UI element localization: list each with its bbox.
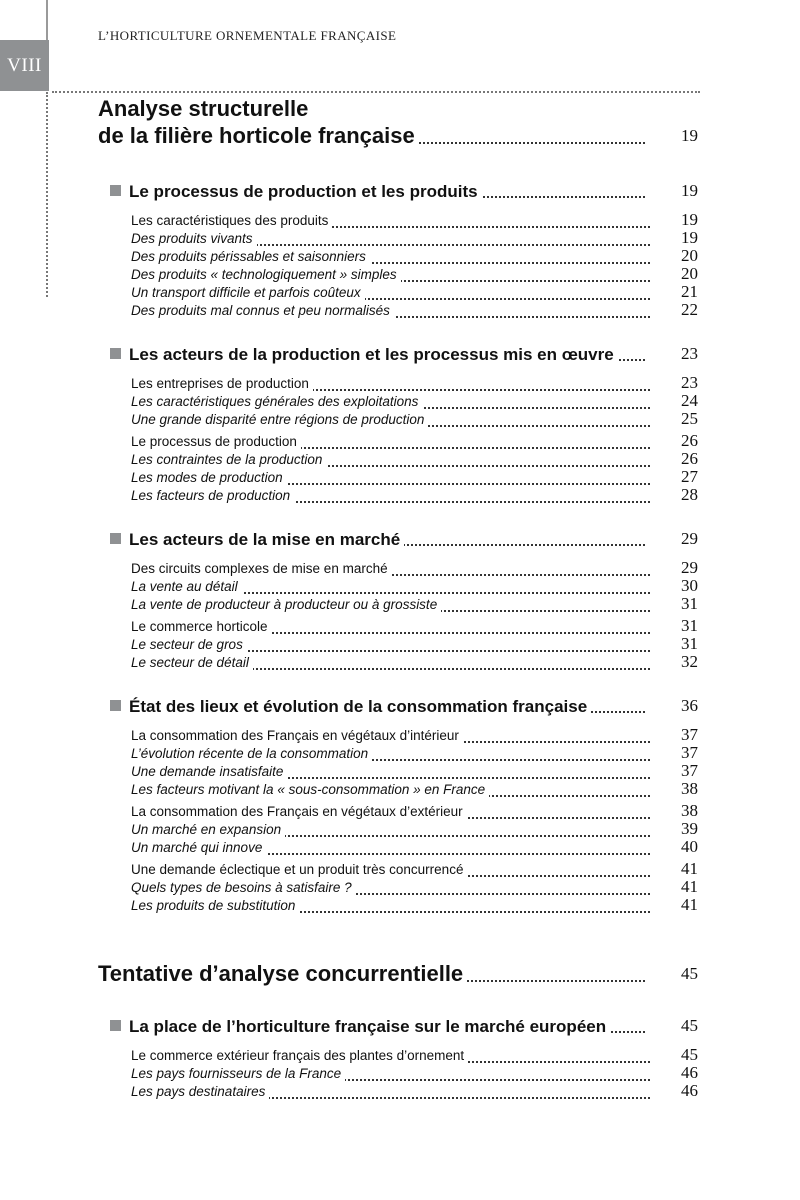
toc-entry[interactable] bbox=[0, 392, 800, 412]
square-bullet-icon bbox=[110, 1020, 121, 1031]
entry-label: Le processus de production bbox=[131, 434, 301, 449]
toc-entry[interactable] bbox=[0, 247, 800, 267]
toc-entry[interactable] bbox=[0, 1064, 800, 1084]
page-ref: 28 bbox=[681, 485, 698, 504]
page-ref: 45 bbox=[681, 964, 698, 983]
page-ref: 31 bbox=[681, 594, 698, 613]
page-ref: 41 bbox=[681, 877, 698, 896]
entry-label: Une demande insatisfaite bbox=[131, 764, 287, 779]
page-ref: 22 bbox=[681, 300, 698, 319]
part-title-line1: Analyse structurelle bbox=[98, 96, 309, 121]
page-ref: 39 bbox=[681, 819, 698, 838]
page-ref: 29 bbox=[681, 529, 698, 548]
page-ref: 46 bbox=[681, 1063, 698, 1082]
page-ref: 19 bbox=[681, 126, 698, 145]
page-ref: 21 bbox=[681, 282, 698, 301]
entry-label: L’évolution récente de la consommation bbox=[131, 746, 372, 761]
page-ref: 19 bbox=[681, 228, 698, 247]
toc-entry[interactable] bbox=[0, 762, 800, 782]
page-ref: 27 bbox=[681, 467, 698, 486]
entry-label: Un marché qui innove bbox=[131, 840, 266, 855]
entry-label: Des produits périssables et saisonniers bbox=[131, 249, 370, 264]
part-title-line2: de la filière horticole française bbox=[98, 123, 419, 149]
page-ref: 37 bbox=[681, 761, 698, 780]
page-number: VIII bbox=[7, 54, 42, 76]
page-ref: 25 bbox=[681, 409, 698, 428]
toc-section[interactable] bbox=[0, 182, 800, 202]
page-ref: 29 bbox=[681, 558, 698, 577]
toc-section[interactable] bbox=[0, 1017, 800, 1037]
entry-label: Le secteur de détail bbox=[131, 655, 253, 670]
toc-entry[interactable] bbox=[0, 802, 800, 822]
entry-label: Le secteur de gros bbox=[131, 637, 247, 652]
page-ref: 38 bbox=[681, 779, 698, 798]
section-title: Les acteurs de la production et les processus mis en œuvre bbox=[129, 345, 614, 364]
entry-label: Le commerce horticole bbox=[131, 619, 272, 634]
page-ref: 41 bbox=[681, 895, 698, 914]
square-bullet-icon bbox=[110, 700, 121, 711]
page-ref: 30 bbox=[681, 576, 698, 595]
toc-entry[interactable] bbox=[0, 744, 800, 764]
entry-label: Une demande éclectique et un produit très concurrencé bbox=[131, 862, 467, 877]
square-bullet-icon bbox=[110, 185, 121, 196]
toc-entry[interactable] bbox=[0, 635, 800, 655]
page-ref: 19 bbox=[681, 181, 698, 200]
page-ref: 26 bbox=[681, 449, 698, 468]
toc-entry[interactable] bbox=[0, 301, 800, 321]
entry-label: Quels types de besoins à satisfaire ? bbox=[131, 880, 356, 895]
toc-section[interactable] bbox=[0, 345, 800, 365]
page-ref: 19 bbox=[681, 210, 698, 229]
entry-label: Les pays fournisseurs de la France bbox=[131, 1066, 345, 1081]
page-ref: 23 bbox=[681, 373, 698, 392]
page-ref: 20 bbox=[681, 246, 698, 265]
page-ref: 40 bbox=[681, 837, 698, 856]
toc-entry[interactable] bbox=[0, 577, 800, 597]
toc-entry[interactable] bbox=[0, 726, 800, 746]
square-bullet-icon bbox=[110, 348, 121, 359]
entry-label: Un transport difficile et parfois coûteux bbox=[131, 285, 365, 300]
page-number-tab bbox=[0, 40, 49, 91]
toc-entry[interactable] bbox=[0, 838, 800, 858]
toc-entry[interactable] bbox=[0, 860, 800, 880]
entry-label: Le commerce extérieur français des plantes d’ornement bbox=[131, 1048, 468, 1063]
page-ref: 24 bbox=[681, 391, 698, 410]
toc-entry[interactable] bbox=[0, 468, 800, 488]
toc-entry[interactable] bbox=[0, 283, 800, 303]
page-ref: 37 bbox=[681, 743, 698, 762]
toc-entry[interactable] bbox=[0, 450, 800, 470]
entry-label: La consommation des Français en végétaux d’extérieur bbox=[131, 804, 467, 819]
toc-entry[interactable] bbox=[0, 820, 800, 840]
toc-section[interactable] bbox=[0, 697, 800, 717]
entry-label: Une grande disparité entre régions de production bbox=[131, 412, 428, 427]
page-ref: 45 bbox=[681, 1016, 698, 1035]
toc-entry[interactable] bbox=[0, 410, 800, 430]
entry-label: Des produits vivants bbox=[131, 231, 257, 246]
part-title: Tentative d’analyse concurrentielle bbox=[98, 961, 467, 987]
toc-entry[interactable] bbox=[0, 229, 800, 249]
toc-entry[interactable] bbox=[0, 374, 800, 394]
running-header: L’HORTICULTURE ORNEMENTALE FRANÇAISE bbox=[98, 28, 397, 43]
section-title: État des lieux et évolution de la consommation française bbox=[129, 697, 588, 716]
section-title: Les acteurs de la mise en marché bbox=[129, 530, 401, 549]
entry-label: La vente au détail bbox=[131, 579, 242, 594]
entry-label: Des produits « technologiquement » simples bbox=[131, 267, 401, 282]
toc-entry[interactable] bbox=[0, 595, 800, 615]
toc-entry[interactable] bbox=[0, 432, 800, 452]
toc-entry[interactable] bbox=[0, 780, 800, 800]
square-bullet-icon bbox=[110, 533, 121, 544]
page-ref: 26 bbox=[681, 431, 698, 450]
toc-section[interactable] bbox=[0, 530, 800, 550]
toc-entry[interactable] bbox=[0, 486, 800, 506]
page-ref: 38 bbox=[681, 801, 698, 820]
entry-label: Un marché en expansion bbox=[131, 822, 285, 837]
page-ref: 31 bbox=[681, 616, 698, 635]
entry-label: Les facteurs motivant la « sous-consommation » en France bbox=[131, 782, 489, 797]
page-ref: 31 bbox=[681, 634, 698, 653]
entry-label: Les facteurs de production bbox=[131, 488, 294, 503]
page-ref: 37 bbox=[681, 725, 698, 744]
entry-label: La vente de producteur à producteur ou à grossiste bbox=[131, 597, 441, 612]
toc-part-heading[interactable] bbox=[0, 961, 800, 986]
entry-label: La consommation des Français en végétaux d’intérieur bbox=[131, 728, 463, 743]
toc-entry[interactable] bbox=[0, 896, 800, 916]
entry-label: Les produits de substitution bbox=[131, 898, 299, 913]
toc-entry[interactable] bbox=[0, 265, 800, 285]
entry-label: Les pays destinataires bbox=[131, 1084, 269, 1099]
toc-part-heading[interactable] bbox=[0, 123, 800, 148]
entry-label: Les contraintes de la production bbox=[131, 452, 326, 467]
toc-entry[interactable] bbox=[0, 1082, 800, 1102]
toc-entry[interactable] bbox=[0, 1046, 800, 1066]
page-ref: 41 bbox=[681, 859, 698, 878]
page-ref: 45 bbox=[681, 1045, 698, 1064]
toc-entry[interactable] bbox=[0, 653, 800, 673]
page-ref: 46 bbox=[681, 1081, 698, 1100]
entry-label: Les entreprises de production bbox=[131, 376, 313, 391]
page-ref: 20 bbox=[681, 264, 698, 283]
toc-entry[interactable] bbox=[0, 559, 800, 579]
page-ref: 36 bbox=[681, 696, 698, 715]
entry-label: Les modes de production bbox=[131, 470, 287, 485]
entry-label: Des circuits complexes de mise en marché bbox=[131, 561, 392, 576]
toc-entry[interactable] bbox=[0, 878, 800, 898]
page-ref: 23 bbox=[681, 344, 698, 363]
section-title: La place de l’horticulture française sur le marché européen bbox=[129, 1017, 607, 1036]
entry-label: Les caractéristiques des produits bbox=[131, 213, 332, 228]
toc-entry[interactable] bbox=[0, 211, 800, 231]
entry-label: Des produits mal connus et peu normalisés bbox=[131, 303, 394, 318]
header-dotted-rule bbox=[52, 91, 700, 93]
section-title: Le processus de production et les produits bbox=[129, 182, 478, 201]
toc-entry[interactable] bbox=[0, 617, 800, 637]
page-ref: 32 bbox=[681, 652, 698, 671]
entry-label: Les caractéristiques générales des exploitations bbox=[131, 394, 422, 409]
